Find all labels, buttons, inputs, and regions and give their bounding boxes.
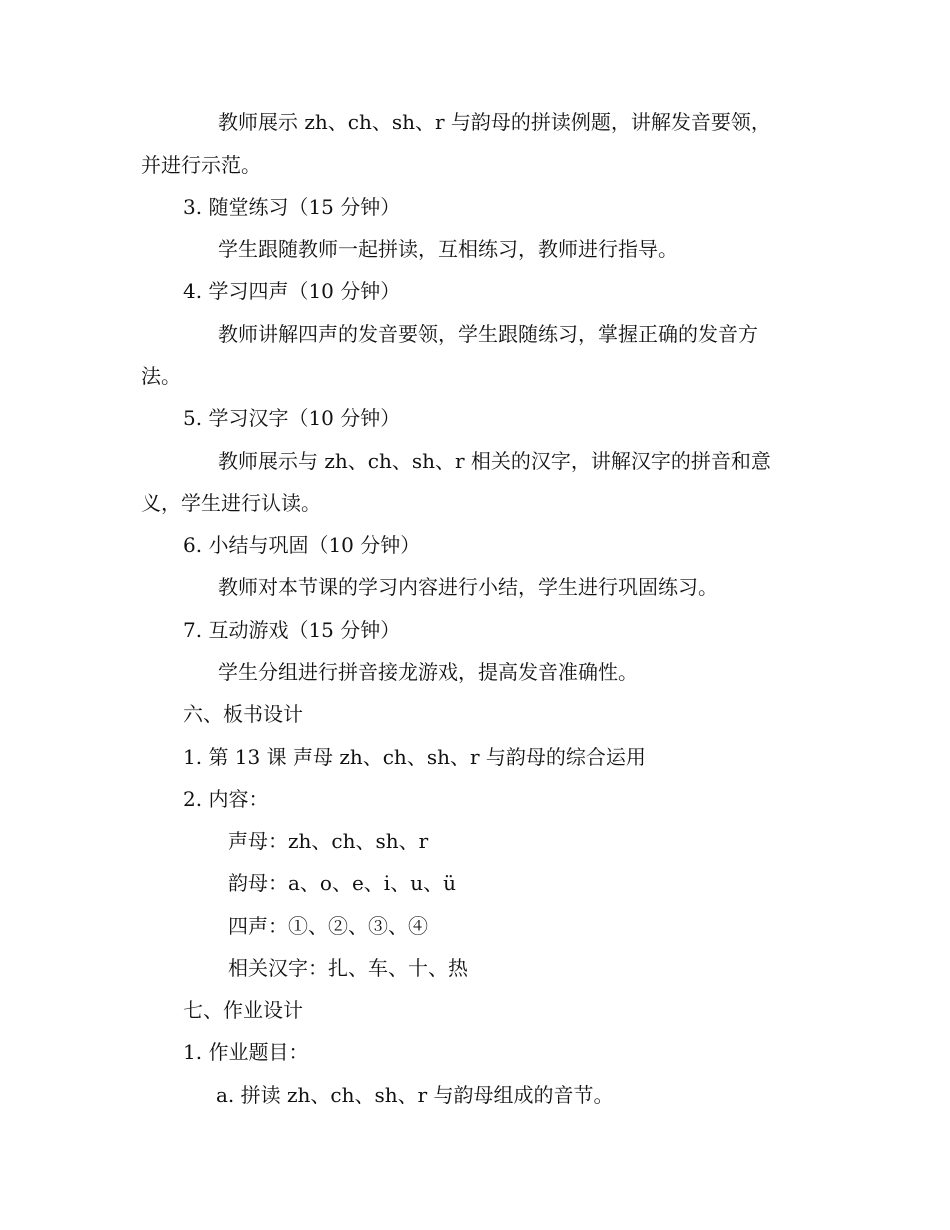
paragraph-line: 学生分组进行拼音接龙游戏，提高发音准确性。 <box>218 660 638 684</box>
section-heading: 六、板书设计 <box>183 702 303 726</box>
board-content-line: 四声：①、②、③、④ <box>228 914 428 938</box>
paragraph-line: 法。 <box>141 364 181 388</box>
list-item: 2. 内容： <box>183 787 269 811</box>
list-item: 1. 第 13 课 声母 zh、ch、sh、r 与韵母的综合运用 <box>183 745 646 769</box>
board-content-line: 韵母：a、o、e、i、u、ü <box>228 871 456 895</box>
list-item-heading: 4. 学习四声（10 分钟） <box>183 279 401 303</box>
sub-list-item: a. 拼读 zh、ch、sh、r 与韵母组成的音节。 <box>216 1083 614 1107</box>
paragraph-line: 义，学生进行认读。 <box>141 491 321 515</box>
section-heading: 七、作业设计 <box>183 998 303 1022</box>
board-content-line: 相关汉字：扎、车、十、热 <box>228 956 468 980</box>
list-item-heading: 3. 随堂练习（15 分钟） <box>183 195 401 219</box>
list-item-heading: 6. 小结与巩固（10 分钟） <box>183 533 421 557</box>
paragraph-line: 教师对本节课的学习内容进行小结，学生进行巩固练习。 <box>218 575 718 599</box>
paragraph-line: 教师展示 zh、ch、sh、r 与韵母的拼读例题，讲解发音要领， <box>218 110 771 134</box>
list-item-heading: 7. 互动游戏（15 分钟） <box>183 618 401 642</box>
paragraph-line: 教师讲解四声的发音要领，学生跟随练习，掌握正确的发音方 <box>218 322 758 346</box>
board-content-line: 声母：zh、ch、sh、r <box>228 829 429 853</box>
paragraph-line: 学生跟随教师一起拼读，互相练习，教师进行指导。 <box>218 237 678 261</box>
paragraph-line: 并进行示范。 <box>141 153 261 177</box>
list-item: 1. 作业题目： <box>183 1040 309 1064</box>
paragraph-line: 教师展示与 zh、ch、sh、r 相关的汉字，讲解汉字的拼音和意 <box>218 449 771 473</box>
list-item-heading: 5. 学习汉字（10 分钟） <box>183 406 401 430</box>
